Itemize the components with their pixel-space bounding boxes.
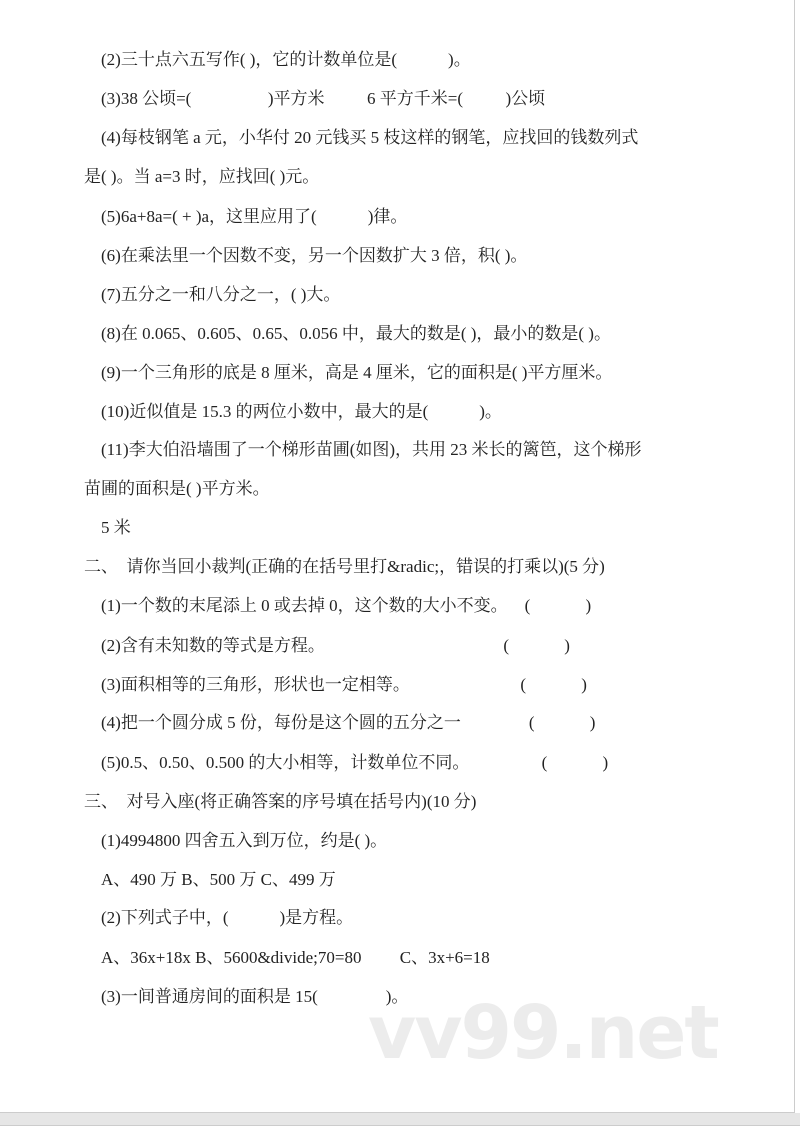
text-line: (1)一个数的末尾添上 0 或去掉 0，这个数的大小不变。 ( ) xyxy=(101,596,592,615)
text-line: (4)把一个圆分成 5 份，每份是这个圆的五分之一 ( ) xyxy=(101,713,596,732)
text-line: (3)面积相等的三角形，形状也一定相等。 ( ) xyxy=(101,675,587,694)
text-line: 三、 对号入座(将正确答案的序号填在括号内)(10 分) xyxy=(84,792,477,811)
text-line: (10)近似值是 15.3 的两位小数中，最大的是( )。 xyxy=(101,402,502,421)
text-line: (2)下列式子中，( )是方程。 xyxy=(101,908,354,927)
text-line: (3)一间普通房间的面积是 15( )。 xyxy=(101,987,409,1006)
text-line: 是( )。当 a=3 时，应找回( )元。 xyxy=(84,167,320,186)
text-line: (3)38 公顷=( )平方米 6 平方千米=( )公顷 xyxy=(101,89,546,108)
text-line: 5 米 xyxy=(101,518,131,537)
text-line: (7)五分之一和八分之一，( )大。 xyxy=(101,285,341,304)
watermark: vv99.net xyxy=(368,990,718,1076)
text-line: 苗圃的面积是( )平方米。 xyxy=(84,479,270,498)
text-line: (2)含有未知数的等式是方程。 ( ) xyxy=(101,636,570,655)
text-line: (4)每枝钢笔 a 元，小华付 20 元钱买 5 枝这样的钢笔，应找回的钱数列式 xyxy=(101,128,639,147)
text-line: A、490 万 B、500 万 C、499 万 xyxy=(101,870,336,889)
text-line: (1)4994800 四舍五入到万位，约是( )。 xyxy=(101,831,388,850)
text-line: (5)6a+8a=( + )a，这里应用了( )律。 xyxy=(101,207,408,226)
text-line: (11)李大伯沿墙围了一个梯形苗圃(如图)，共用 23 米长的篱笆，这个梯形 xyxy=(101,440,642,459)
text-line: 二、 请你当回小裁判(正确的在括号里打&radic;，错误的打乘以)(5 分) xyxy=(84,557,605,576)
text-line: (8)在 0.065、0.605、0.65、0.056 中，最大的数是( )，最小的数是( )。 xyxy=(101,324,611,343)
text-line: (2)三十点六五写作( )，它的计数单位是( )。 xyxy=(101,50,471,69)
text-line: A、36x+18x B、5600&divide;70=80 C、3x+6=18 xyxy=(101,948,490,967)
page-gap xyxy=(0,1113,800,1126)
text-line: (5)0.5、0.50、0.500 的大小相等，计数单位不同。 ( ) xyxy=(101,753,609,772)
text-line: (9)一个三角形的底是 8 厘米，高是 4 厘米，它的面积是( )平方厘米。 xyxy=(101,363,613,382)
text-line: (6)在乘法里一个因数不变，另一个因数扩大 3 倍，积( )。 xyxy=(101,246,528,265)
